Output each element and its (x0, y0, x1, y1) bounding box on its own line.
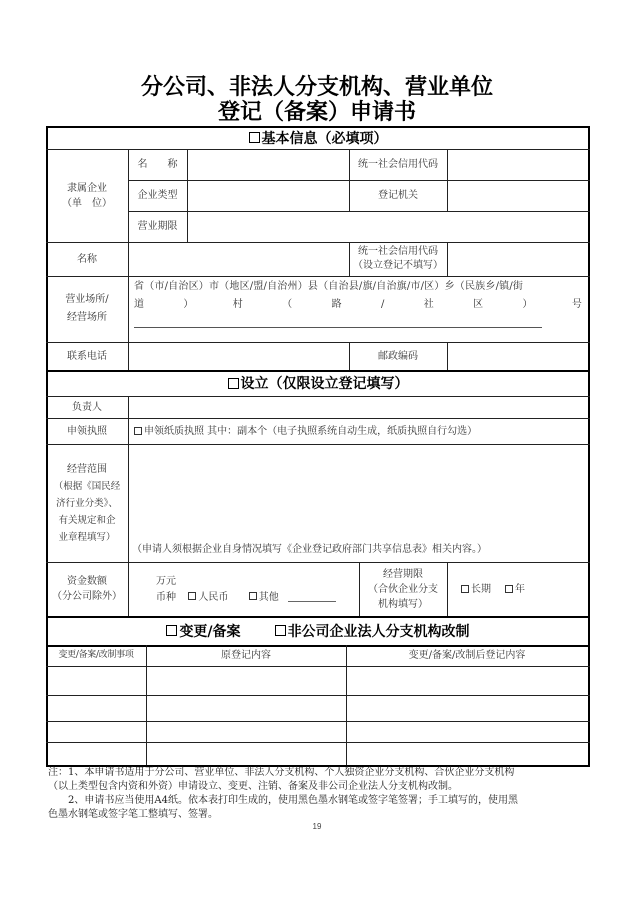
section-basic-header (46, 126, 590, 149)
column-header-original: 原登记内容 (221, 650, 271, 661)
changed-content-cell[interactable] (346, 695, 588, 721)
postcode-label: 邮政编码 (378, 350, 418, 362)
form-title-line2: 登记（备案）申请书 (217, 100, 416, 125)
address-part: / (380, 299, 385, 310)
address-part: ） (183, 299, 194, 310)
responsible-field[interactable] (128, 396, 588, 418)
address-part: 路 (331, 299, 342, 310)
license-option (128, 418, 588, 444)
change-record-checkbox[interactable] (166, 625, 177, 636)
address-part: 道 (134, 299, 144, 310)
address-line2 (134, 297, 582, 312)
original-content-cell[interactable] (146, 742, 346, 765)
scope-label-line: 业章程填写） (58, 531, 116, 543)
original-content-cell[interactable] (146, 695, 346, 721)
term-long-label: 长期 (471, 583, 491, 595)
paper-license-checkbox[interactable] (134, 427, 142, 435)
address-part: 社 (423, 299, 434, 310)
section-establish-title: 设立（仅限设立登记填写） (240, 376, 409, 392)
original-content-cell[interactable] (146, 721, 346, 742)
branch-credit-code-field[interactable] (447, 242, 588, 276)
parent-credit-code-label: 统一社会信用代码 (358, 159, 438, 170)
op-term-options (447, 562, 588, 616)
page-number: 19 (312, 822, 322, 831)
form-title-line1: 分公司、非法人分支机构、营业单位 (140, 75, 493, 100)
address-label-line2: 经营场所 (67, 312, 107, 323)
changed-content-cell[interactable] (346, 666, 588, 695)
parent-enterprise-label (46, 149, 128, 242)
address-part: ） (522, 299, 533, 310)
scope-label-line: 济行业分类》、 (56, 497, 118, 509)
currency-other-label: 其他 (258, 592, 279, 603)
changed-content-cell[interactable] (346, 721, 588, 742)
currency-rmb-label: 人民币 (198, 592, 229, 603)
capital-field (128, 562, 359, 616)
parent-label-line1: 隶属企业 (67, 182, 107, 194)
note-line: 色墨水钢笔或签字笔工整填写、签署。 (48, 809, 218, 820)
currency-other-input[interactable] (288, 601, 336, 602)
note-line: （以上类型包含内资和外资）申请设立、变更、注销、备案及非公司企业法人分支机构改制。 (48, 781, 458, 792)
address-field[interactable] (128, 276, 588, 342)
address-underline (134, 327, 542, 328)
section-establish-header (46, 370, 590, 396)
phone-label: 联系电话 (67, 350, 107, 362)
address-part: 村 (232, 299, 243, 310)
restructure-title: 非公司企业法人分支机构改制 (287, 623, 470, 640)
section-basic-checkbox[interactable] (249, 132, 260, 143)
capital-unit: 万元 (156, 576, 176, 587)
currency-label: 币种 (156, 592, 176, 603)
parent-name-label: 名 称 (137, 159, 178, 170)
postcode-field[interactable] (447, 342, 588, 370)
scope-label-line: 经营范围 (67, 463, 107, 475)
note-line: 2、申请书应当使用A4纸。依本表打印生成的，使用黑色墨水钢笔或签字笔签署；手工填写的，使用黑 (48, 795, 518, 806)
table-border-right (588, 126, 590, 766)
restructure-checkbox[interactable] (275, 625, 286, 636)
note-line: 注：1、本申请书适用于分公司、营业单位、非法人分支机构、个人独资企业分支机构、合伙企业分支机构 (48, 767, 515, 778)
section-change-header (46, 616, 590, 645)
op-term-label-line: 机构填写） (378, 598, 428, 610)
license-label: 申领执照 (67, 425, 107, 437)
op-term-label-line: （合伙企业分支 (368, 583, 438, 595)
original-content-cell[interactable] (146, 666, 346, 695)
branch-name-field[interactable] (128, 242, 349, 276)
notes (48, 766, 593, 822)
column-header-changed: 变更/备案/改制后登记内容 (408, 650, 526, 661)
scope-label (46, 444, 128, 562)
parent-authority-field[interactable] (447, 180, 588, 211)
section-basic-title: 基本信息（必填项） (261, 130, 388, 147)
currency-row (156, 590, 336, 605)
parent-type-field[interactable] (187, 180, 349, 211)
op-term-label (359, 562, 447, 616)
parent-label-line2: （单 位） (62, 197, 112, 209)
parent-term-label: 营业期限 (137, 221, 178, 232)
scope-note: （申请人须根据企业自身情况填写《企业登记政府部门共享信息表》相关内容。） (132, 544, 487, 555)
change-record-title: 变更/备案 (179, 623, 241, 640)
address-label-line1: 营业场所/ (65, 294, 109, 305)
parent-type-label: 企业类型 (137, 190, 178, 201)
scope-field[interactable] (128, 444, 588, 562)
changed-content-cell[interactable] (346, 742, 588, 765)
scope-label-line: （根据《国民经 (53, 480, 121, 492)
parent-credit-code-field[interactable] (447, 149, 588, 180)
credit-code-label-line2: （设立登记不填写） (353, 260, 443, 271)
branch-name-label: 名称 (77, 253, 97, 265)
currency-rmb-checkbox[interactable] (188, 592, 196, 600)
license-text: 申领纸质执照 其中：副本个（电子执照系统自动生成，纸质执照自行勾选） (144, 425, 478, 437)
term-year-checkbox[interactable] (505, 585, 513, 593)
address-line1: 省（市/自治区）市（地区/盟/自治州）县（自治县/旗/自治旗/市/区）乡（民族乡/镇/街 (134, 281, 524, 292)
address-part: 号 (571, 299, 582, 310)
capital-label-line2: （分公司除外） (52, 591, 122, 602)
column-header-item: 变更/备案/改制事项 (58, 650, 134, 660)
currency-other-checkbox[interactable] (249, 592, 257, 600)
section-establish-checkbox[interactable] (228, 378, 239, 389)
credit-code-label-line1: 统一社会信用代码 (358, 246, 438, 257)
op-term-label-line: 经营期限 (383, 568, 423, 580)
parent-authority-label: 登记机关 (378, 190, 418, 201)
change-item-cell[interactable] (46, 721, 146, 742)
address-part: （ (282, 299, 293, 310)
term-long-checkbox[interactable] (461, 585, 469, 593)
capital-label-line1: 资金数额 (67, 576, 107, 587)
term-year-label: 年 (515, 583, 525, 595)
scope-label-line: 有关规定和企 (58, 514, 116, 526)
phone-field[interactable] (128, 342, 349, 370)
parent-name-field[interactable] (187, 149, 349, 180)
change-item-cell[interactable] (46, 742, 146, 765)
address-part: 区 (473, 299, 484, 310)
address-label (46, 276, 128, 342)
parent-term-field[interactable] (187, 211, 588, 242)
change-item-cell[interactable] (46, 695, 146, 721)
change-item-cell[interactable] (46, 666, 146, 695)
branch-credit-code-label (349, 242, 447, 276)
capital-label (46, 562, 128, 616)
responsible-label: 负责人 (72, 401, 102, 413)
